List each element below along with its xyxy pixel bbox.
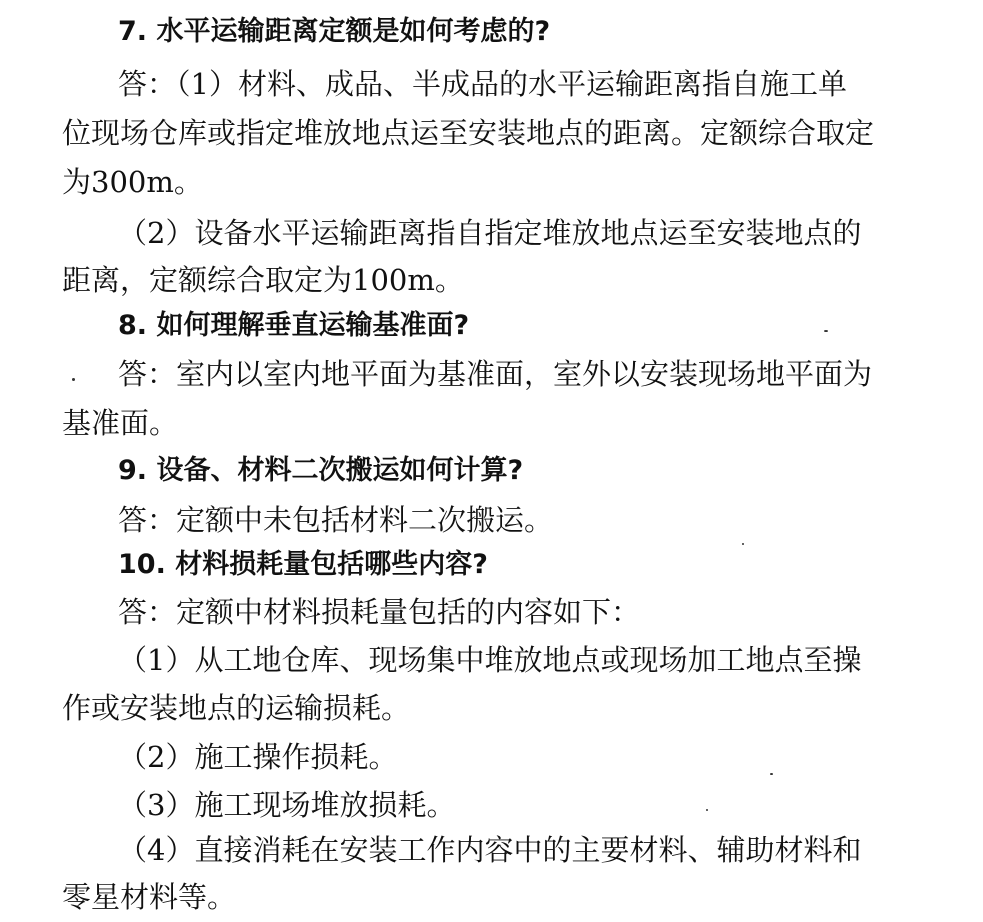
q10-item-2: （2）施工操作损耗。: [118, 740, 398, 774]
q7-answer-1-line-1: 答：（1）材料、成品、半成品的水平运输距离指自施工单: [118, 67, 847, 101]
q8-answer-line-2: 基准面。: [62, 406, 179, 440]
q10-item-4-line-1: （4）直接消耗在安装工作内容中的主要材料、辅助材料和: [118, 833, 862, 867]
q10-item-1-line-2: 作或安装地点的运输损耗。: [62, 691, 411, 725]
question-10-title: 10. 材料损耗量包括哪些内容?: [118, 549, 488, 580]
question-9-title: 9. 设备、材料二次搬运如何计算?: [118, 455, 524, 486]
scan-speck: [770, 773, 773, 775]
q10-answer-intro: 答：定额中材料损耗量包括的内容如下：: [118, 595, 641, 629]
q7-answer-1-line-2: 位现场仓库或指定堆放地点运至安装地点的距离。定额综合取定: [62, 116, 875, 150]
scan-speck: [824, 330, 828, 332]
q7-answer-1-line-3: 为300m。: [62, 165, 203, 199]
q8-answer-line-1: 答：室内以室内地平面为基准面，室外以安装现场地平面为: [118, 357, 873, 391]
q10-item-4-line-2: 零星材料等。: [62, 880, 237, 914]
q9-answer-line-1: 答：定额中未包括材料二次搬运。: [118, 503, 554, 537]
q7-answer-2-line-1: （2）设备水平运输距离指自指定堆放地点运至安装地点的: [118, 216, 862, 250]
question-8-title: 8. 如何理解垂直运输基准面?: [118, 310, 470, 341]
scan-speck: [706, 809, 708, 811]
scan-speck: [742, 543, 744, 545]
q10-item-3: （3）施工现场堆放损耗。: [118, 788, 456, 822]
scan-speck: [72, 378, 75, 381]
q7-answer-2-line-2: 距离，定额综合取定为100m。: [62, 263, 464, 297]
question-7-title: 7. 水平运输距离定额是如何考虑的?: [118, 16, 551, 47]
q10-item-1-line-1: （1）从工地仓库、现场集中堆放地点或现场加工地点至操: [118, 643, 862, 677]
